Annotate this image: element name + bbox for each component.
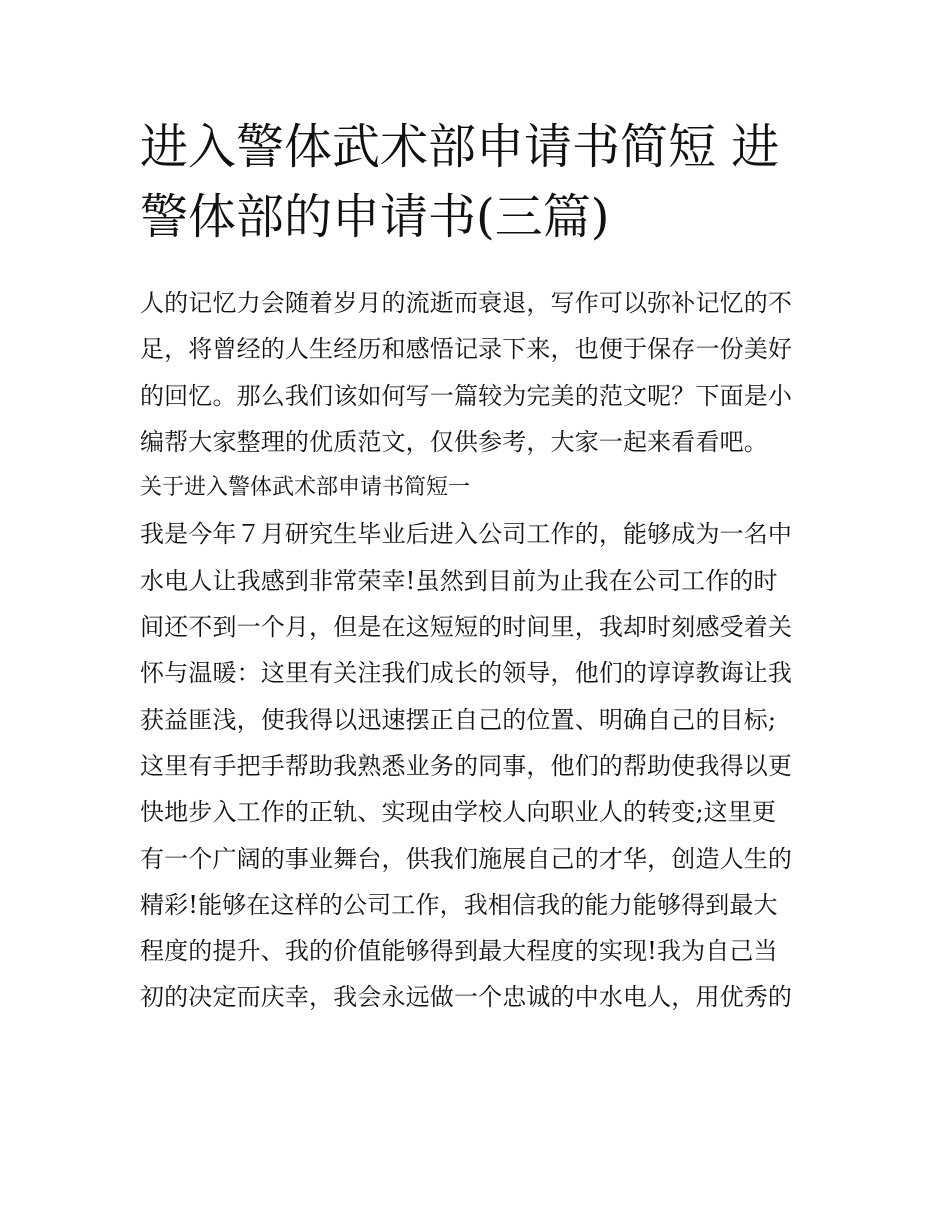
body-line: 精彩!能够在这样的公司工作，我相信我的能力能够得到最大 [140,890,778,919]
title-line: 警体部的申请书(三篇) [140,189,610,245]
intro-line: 编帮大家整理的优质范文，仅供参考，大家一起来看看吧。 [140,427,768,456]
body-line: 这里有手把手帮助我熟悉业务的同事，他们的帮助使我得以更 [140,751,793,780]
intro-line: 足，将曾经的人生经历和感悟记录下来，也便于保存一份美好 [140,335,793,364]
document-body [140,280,816,1021]
body-line: 获益匪浅，使我得以迅速摆正自己的位置、明确自己的目标; [140,705,777,734]
body-line: 初的决定而庆幸，我会永远做一个忠诚的中水电人，用优秀的 [140,983,793,1012]
intro-line: 的回忆。那么我们该如何写一篇较为完美的范文呢？下面是小 [140,381,793,410]
section-heading: 关于进入警体武术部申请书简短一 [140,475,471,501]
body-line: 怀与温暖：这里有关注我们成长的领导，他们的谆谆教诲让我 [140,659,793,688]
body-line: 有一个广阔的事业舞台，供我们施展自己的才华，创造人生的 [140,844,793,873]
title-line: 进入警体武术部申请书简短 进 [140,119,780,175]
body-line: 快地步入工作的正轨、实现由学校人向职业人的转变;这里更 [140,798,777,827]
body-line: 水电人让我感到非常荣幸!虽然到目前为止我在公司工作的时 [140,566,778,595]
document-title [140,112,816,252]
body-line: 我是今年７月研究生毕业后进入公司工作的，能够成为一名中 [140,520,793,549]
body-line: 程度的提升、我的价值能够得到最大程度的实现!我为自己当 [140,937,778,966]
body-line: 间还不到一个月，但是在这短短的时间里，我却时刻感受着关 [140,613,793,642]
document-content [140,112,816,1021]
intro-line: 人的记忆力会随着岁月的流逝而衰退，写作可以弥补记忆的不 [140,289,793,317]
